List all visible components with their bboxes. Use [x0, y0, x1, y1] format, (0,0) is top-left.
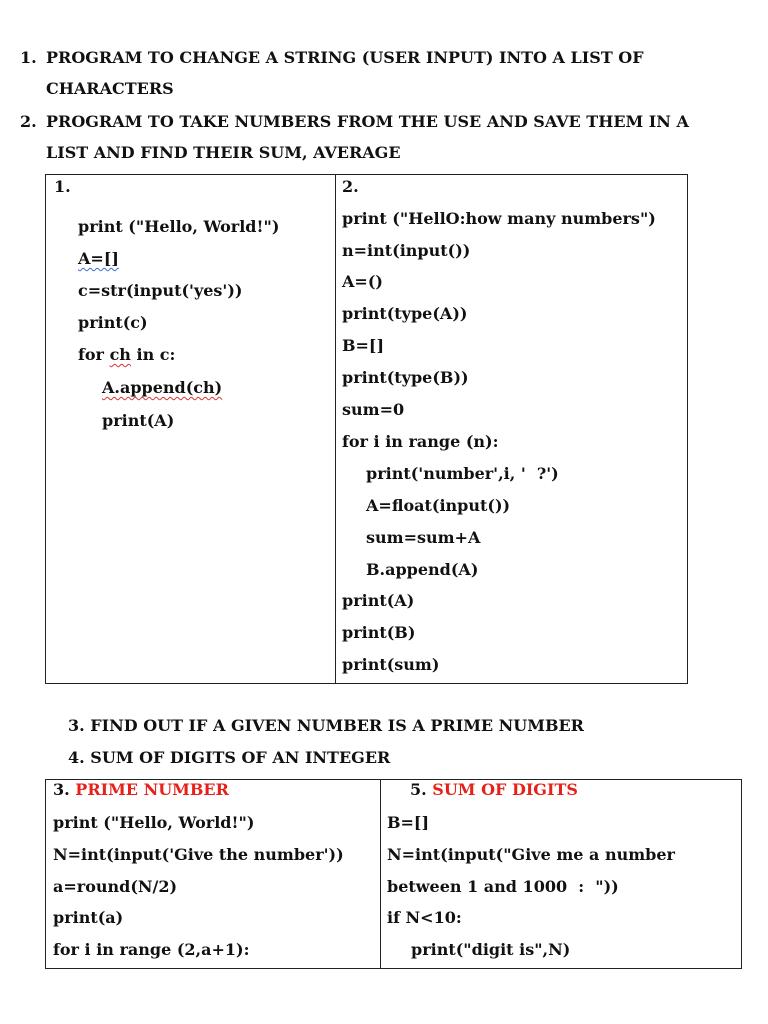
code-line: A=(): [342, 272, 383, 291]
code-line: N=int(input("Give me a number: [387, 845, 675, 864]
heading-1-number: 1.: [20, 48, 37, 67]
code-line-for-ch: for ch in c:: [78, 345, 176, 364]
code-line: print(A): [102, 411, 175, 430]
cell-3-title: PRIME NUMBER: [75, 780, 229, 799]
heading-1-line-2: CHARACTERS: [46, 79, 174, 98]
code-line: print(a): [53, 908, 124, 927]
heading-2-line-2: LIST AND FIND THEIR SUM, AVERAGE: [46, 143, 401, 162]
code-line: N=int(input('Give the number')): [53, 845, 344, 864]
cell-5-header: [410, 780, 578, 800]
code-line: print(type(A)): [342, 304, 468, 323]
code-line: n=int(input()): [342, 241, 471, 260]
table-2-divider: [380, 780, 381, 968]
cell-3-header: [53, 780, 229, 800]
code-line: print ("Hello, World!"): [78, 217, 280, 236]
table-1-divider: [335, 175, 336, 683]
cell-5-title: SUM OF DIGITS: [432, 780, 578, 799]
code-line: A.append(ch): [102, 378, 223, 397]
code-table-1: [45, 174, 688, 684]
code-line: a=round(N/2): [53, 877, 178, 896]
cell-2-number: 2.: [342, 177, 359, 196]
code-line: if N<10:: [387, 908, 462, 927]
heading-2-number: 2.: [20, 112, 37, 131]
code-line: for i in range (2,a+1):: [53, 940, 250, 959]
code-line: B.append(A): [366, 560, 479, 579]
heading-4: 4. SUM OF DIGITS OF AN INTEGER: [68, 748, 391, 767]
code-line: B=[]: [342, 336, 385, 355]
code-line: A=float(input()): [366, 496, 511, 515]
heading-3: 3. FIND OUT IF A GIVEN NUMBER IS A PRIME NUMBER: [68, 716, 584, 735]
code-table-2: [45, 779, 742, 969]
code-line: print(type(B)): [342, 368, 469, 387]
code-line: print(sum): [342, 655, 440, 674]
code-line: B=[]: [387, 813, 430, 832]
code-line: print("digit is",N): [411, 940, 571, 959]
cell-5-number: 5.: [410, 780, 427, 799]
code-line: for i in range (n):: [342, 432, 499, 451]
heading-2-line-1: PROGRAM TO TAKE NUMBERS FROM THE USE AND SAVE THEM IN A: [46, 112, 689, 131]
code-line: c=str(input('yes')): [78, 281, 243, 300]
code-line: between 1 and 1000 : ")): [387, 877, 619, 896]
code-line: print(A): [342, 591, 415, 610]
cell-3-number: 3.: [53, 780, 70, 799]
code-line: sum=sum+A: [366, 528, 481, 547]
code-line: sum=0: [342, 400, 405, 419]
code-line: A=[]: [78, 249, 119, 268]
code-line: print('number',i, ' ?'): [366, 464, 559, 483]
heading-1-line-1: PROGRAM TO CHANGE A STRING (USER INPUT) INTO A LIST OF: [46, 48, 644, 67]
code-line: print(B): [342, 623, 416, 642]
code-line: print ("Hello, World!"): [53, 813, 255, 832]
code-line: print ("HellO:how many numbers"): [342, 209, 656, 228]
cell-1-number: 1.: [54, 177, 71, 196]
code-line: print(c): [78, 313, 148, 332]
